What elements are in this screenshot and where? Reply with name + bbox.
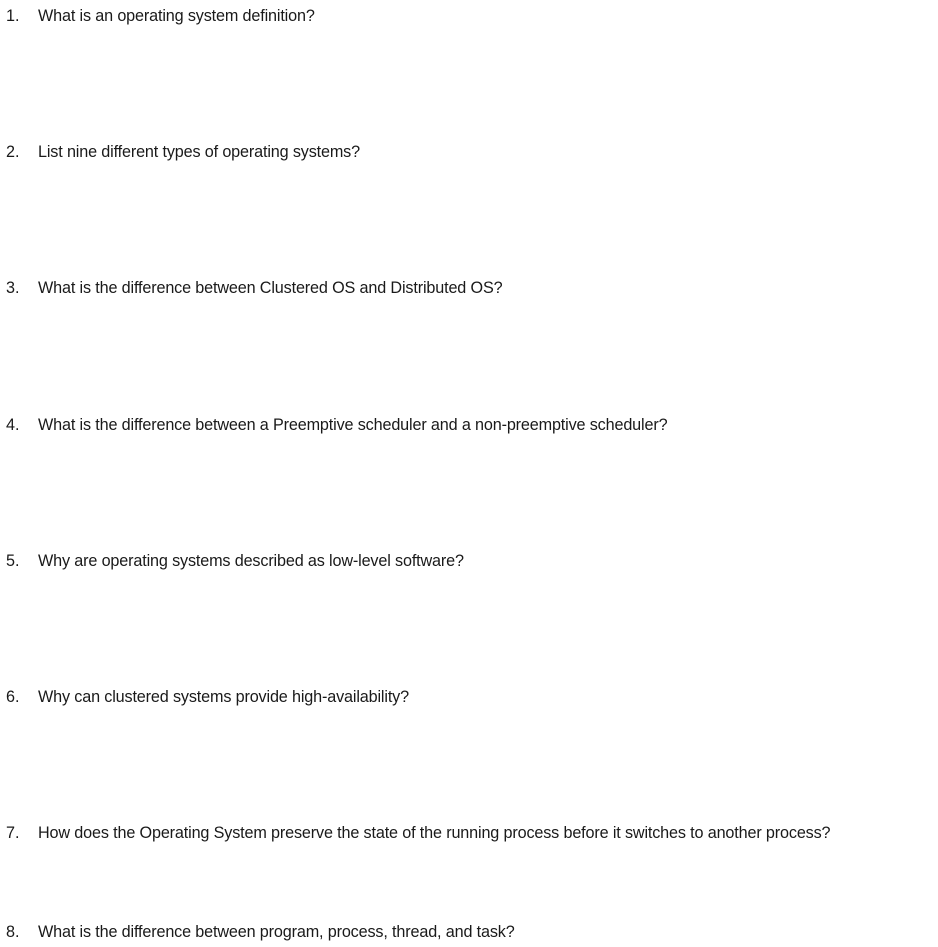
question-number: 4. <box>6 416 20 434</box>
question-text: What is the difference between program, process, thread, and task? <box>38 923 515 941</box>
question-item-4 <box>0 413 667 437</box>
question-number: 1. <box>6 7 20 25</box>
question-number: 5. <box>6 552 20 570</box>
question-number: 7. <box>6 824 20 842</box>
question-text: Why are operating systems described as low-level software? <box>38 552 464 570</box>
question-number: 8. <box>6 923 20 941</box>
question-item-3 <box>0 276 502 300</box>
question-item-5 <box>0 549 464 573</box>
question-item-7 <box>0 821 830 845</box>
question-text: List nine different types of operating systems? <box>38 143 360 161</box>
question-text: What is the difference between Clustered OS and Distributed OS? <box>38 279 503 297</box>
question-item-2 <box>0 140 360 164</box>
question-number: 3. <box>6 279 20 297</box>
question-item-8 <box>0 920 515 944</box>
question-item-6 <box>0 685 409 709</box>
question-number: 2. <box>6 143 20 161</box>
question-item-1 <box>0 4 315 28</box>
question-number: 6. <box>6 688 20 706</box>
question-text: Why can clustered systems provide high-availability? <box>38 688 409 706</box>
question-text: What is an operating system definition? <box>38 7 315 25</box>
question-text: How does the Operating System preserve the state of the running process before it switches to another process? <box>38 824 831 842</box>
question-text: What is the difference between a Preemptive scheduler and a non-preemptive scheduler? <box>38 416 668 434</box>
